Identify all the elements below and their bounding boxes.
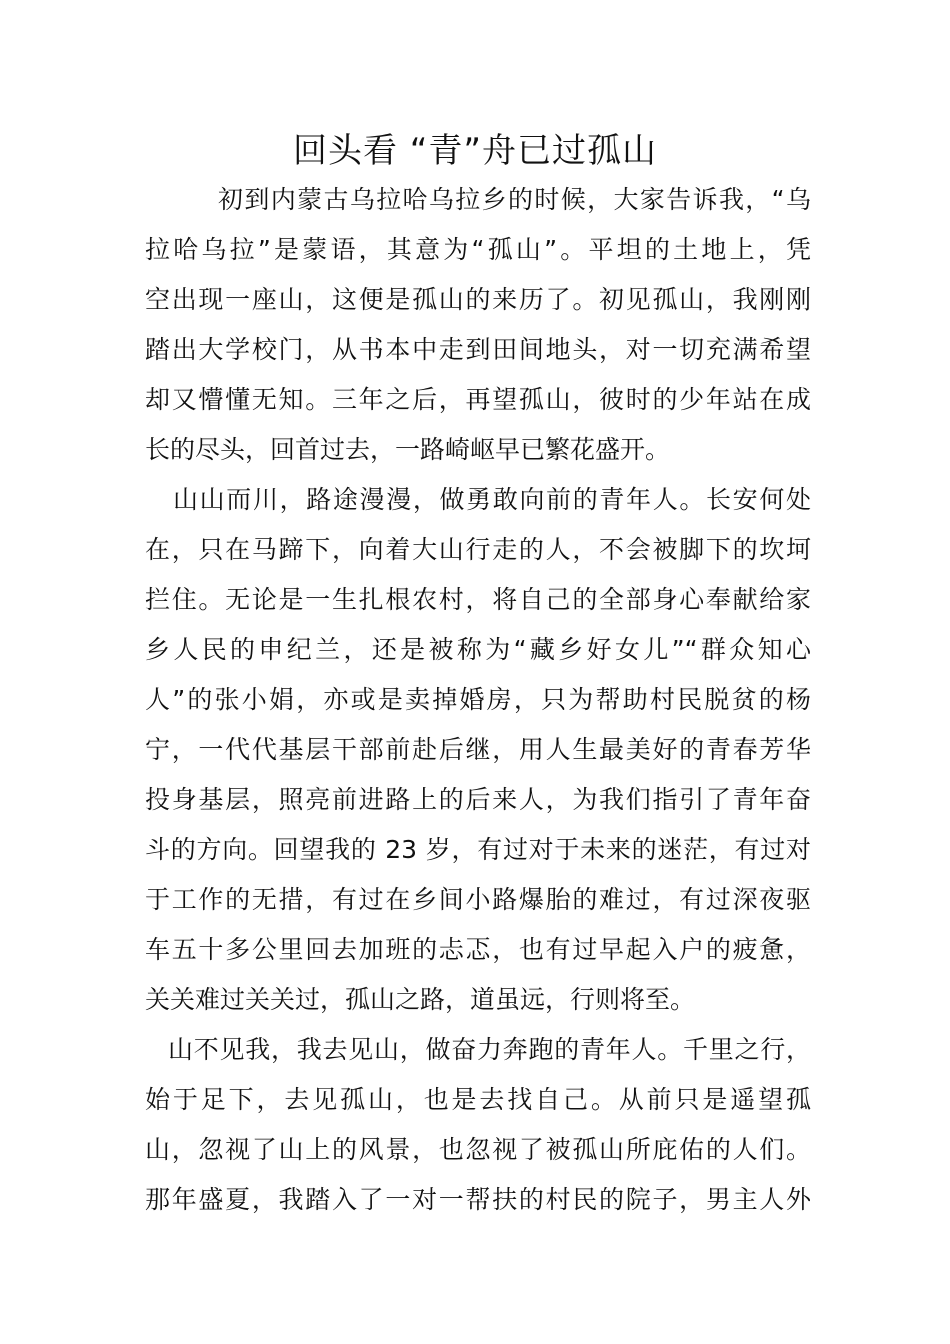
paragraph-3-line-3: 山，忽视了山上的风景，也忽视了被孤山所庇佑的人们。 <box>145 1135 811 1164</box>
paragraph-2-line-10: 车五十多公里回去加班的忐忑，也有过早起入户的疲惫， <box>145 935 811 964</box>
paragraph-3-line-2: 始于足下，去见孤山，也是去找自己。从前只是遥望孤 <box>145 1085 811 1114</box>
paragraph-2-line-1: 山山而川，路途漫漫，做勇敢向前的青年人。长安何处 <box>173 485 811 514</box>
paragraph-2-line-3: 拦住。无论是一生扎根农村，将自己的全部身心奉献给家 <box>145 585 811 614</box>
paragraph-2-line-2: 在，只在马蹄下，向着大山行走的人，不会被脚下的坎坷 <box>145 535 811 564</box>
paragraph-2-line-7: 投身基层，照亮前进路上的后来人，为我们指引了青年奋 <box>145 785 811 814</box>
paragraph-2-line-11: 关关难过关关过，孤山之路，道虽远，行则将至。 <box>145 985 696 1014</box>
paragraph-2-line-9: 于工作的无措，有过在乡间小路爆胎的难过，有过深夜驱 <box>145 885 811 914</box>
paragraph-2-line-6: 宁，一代代基层干部前赴后继，用人生最美好的青春芳华 <box>145 735 811 764</box>
paragraph-3-line-4: 那年盛夏，我踏入了一对一帮扶的村民的院子，男主人外 <box>145 1185 811 1214</box>
paragraph-1-line-1: 初到内蒙古乌拉哈乌拉乡的时候，大家告诉我，“乌 <box>218 185 811 214</box>
paragraph-1-line-4: 踏出大学校门，从书本中走到田间地头，对一切充满希望 <box>145 335 811 364</box>
document-title: 回头看 “青”舟已过孤山 <box>292 131 658 171</box>
paragraph-2-line-8: 斗的方向。回望我的 23 岁，有过对于未来的迷茫，有过对 <box>145 835 811 864</box>
paragraph-1-line-5: 却又懵懂无知。三年之后，再望孤山，彼时的少年站在成 <box>145 385 811 414</box>
paragraph-3-line-1: 山不见我，我去见山，做奋力奔跑的青年人。千里之行， <box>168 1035 811 1064</box>
paragraph-1-line-3: 空出现一座山，这便是孤山的来历了。初见孤山，我刚刚 <box>145 285 811 314</box>
paragraph-1-line-6: 长的尽头，回首过去，一路崎岖早已繁花盛开。 <box>145 435 671 464</box>
paragraph-1-line-2: 拉哈乌拉”是蒙语，其意为“孤山”。平坦的土地上，凭 <box>145 235 811 264</box>
paragraph-2-line-4: 乡人民的申纪兰，还是被称为“藏乡好女儿”“群众知心 <box>145 635 811 664</box>
paragraph-2-line-5: 人”的张小娟，亦或是卖掉婚房，只为帮助村民脱贫的杨 <box>145 685 811 714</box>
